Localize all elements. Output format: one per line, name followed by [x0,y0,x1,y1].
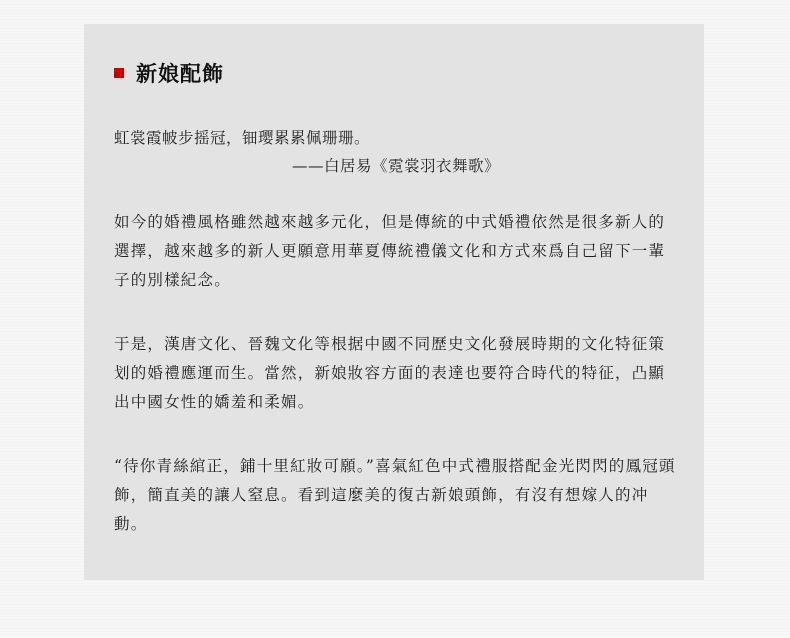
content-card [84,24,704,580]
poem-line: 虹裳霞帔步摇冠，钿璎累累佩珊珊。 [114,129,371,147]
red-square-icon [114,68,124,78]
section-heading [114,58,224,88]
paragraph-quote: “待你青絲綰正，鋪十里紅妝可願。”喜氣紅色中式禮服搭配金光閃閃的鳳冠頭飾，簡直美的讓人窒息。看到這麼美的復古新娘頭飾，有沒有想嫁人的冲動。 [114,457,676,533]
poem-attribution: ——白居易《霓裳羽衣舞歌》 [292,157,501,175]
paragraph-history: 于是，漢唐文化、晉魏文化等根据中國不同歷史文化發展時期的文化特征策划的婚禮應運而生。當然，新娘妝容方面的表達也要符合時代的特征，凸顯出中國女性的嬌羞和柔媚。 [114,335,666,411]
section-title: 新娘配飾 [136,61,224,86]
paragraph-intro: 如今的婚禮風格雖然越來越多元化，但是傳統的中式婚禮依然是很多新人的選擇，越來越多的新人更願意用華夏傳統禮儀文化和方式來爲自己留下一輩子的別樣紀念。 [114,213,666,289]
